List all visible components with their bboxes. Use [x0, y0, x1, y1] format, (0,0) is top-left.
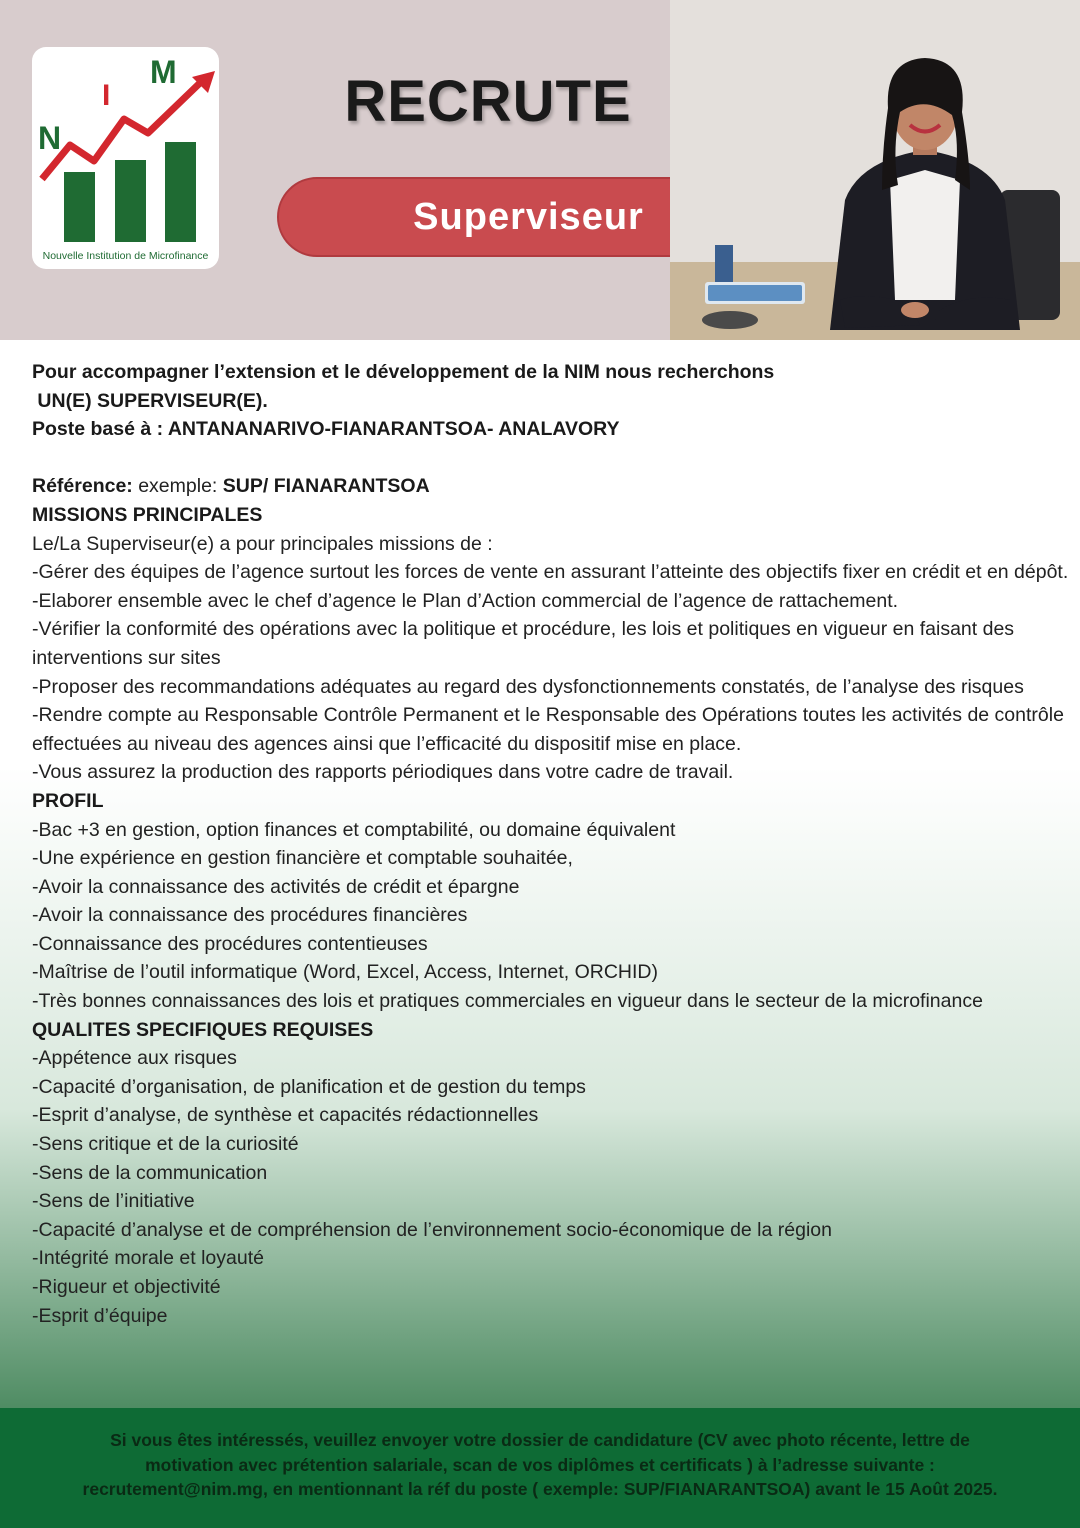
footer-line-1: Si vous êtes intéressés, veuillez envoyer votre dossier de candidature (CV avec photo récente, lettre de: [110, 1430, 970, 1450]
profil-heading: PROFIL: [32, 789, 104, 812]
profil-item: -Avoir la connaissance des activités de crédit et épargne: [32, 875, 520, 898]
qualite-item: -Sens critique et de la curiosité: [32, 1133, 299, 1156]
logo-letter-n: N: [38, 120, 62, 156]
profil-item: -Maîtrise de l’outil informatique (Word, Excel, Access, Internet, ORCHID): [32, 961, 659, 984]
nim-logo: [32, 47, 219, 269]
header-banner: [0, 0, 1080, 340]
qualite-item: -Capacité d’analyse et de compréhension de l’environnement socio-économique de la région: [32, 1218, 832, 1241]
intro-location: Poste basé à : ANTANANARIVO-FIANARANTSOA- ANALAVORY: [32, 418, 620, 441]
qualite-item: -Capacité d’organisation, de planification et de gestion du temps: [32, 1075, 586, 1098]
recruiter-photo: [670, 0, 1080, 340]
application-instructions: [10, 1428, 1070, 1502]
qualites-heading: QUALITES SPECIFIQUES REQUISES: [32, 1018, 374, 1041]
job-description: [0, 340, 1080, 1408]
qualite-item: -Esprit d’analyse, de synthèse et capacités rédactionnelles: [32, 1104, 539, 1127]
reference-line: [32, 472, 1072, 501]
application-footer: [0, 1408, 1080, 1528]
profil-item: -Très bonnes connaissances des lois et pratiques commerciales en vigueur dans le secteur de la microfinance: [32, 990, 983, 1013]
job-description-text: [32, 358, 1072, 1330]
growth-chart-logo-icon: [32, 47, 219, 247]
mission-item: -Rendre compte au Responsable Contrôle Permanent et le Responsable des Opérations toutes les activités de contrôle effectuées au niveau des agences ainsi que l’efficacité du dispositif mise en place.: [32, 704, 1064, 755]
qualite-item: -Rigueur et objectivité: [32, 1276, 221, 1298]
logo-letter-i: I: [102, 79, 111, 112]
qualite-item: -Esprit d’équipe: [32, 1304, 168, 1327]
qualite-item: -Sens de l’initiative: [32, 1190, 195, 1213]
mission-item: -Vérifier la conformité des opérations avec la politique et procédure, les lois et politiques en vigueur en faisant des interventions sur sites: [32, 618, 1015, 669]
reference-example: exemple:: [132, 475, 223, 498]
footer-email-line[interactable]: recrutement@nim.mg, en mentionnant la réf du poste ( exemple: SUP/FIANARANTSOA) avant le 15 Août 2025.: [82, 1479, 998, 1499]
reference-label: Référence:: [32, 475, 133, 498]
logo-tagline: Nouvelle Institution de Microfinance: [42, 250, 209, 262]
mission-item: -Vous assurez la production des rapports périodiques dans votre cadre de travail.: [32, 761, 734, 784]
position-label: Superviseur: [413, 195, 644, 238]
intro-line-2: UN(E) SUPERVISEUR(E).: [32, 389, 268, 412]
logo-letter-m: M: [150, 54, 177, 90]
missions-heading: MISSIONS PRINCIPALES: [32, 503, 263, 526]
qualite-item: -Sens de la communication: [32, 1161, 268, 1184]
qualite-item: -Appétence aux risques: [32, 1047, 237, 1070]
mission-item: -Elaborer ensemble avec le chef d’agence le Plan d’Action commercial de l’agence de rattachement.: [32, 589, 899, 612]
reference-value: SUP/ FIANARANTSOA: [222, 475, 430, 498]
footer-line-2: motivation avec prétention salariale, scan de vos diplômes et certificats ) à l’adresse suivante :: [145, 1454, 935, 1475]
mission-item: -Gérer des équipes de l’agence surtout les forces de vente en assurant l’atteinte des objectifs fixer en crédit et en dépôt.: [32, 561, 1069, 584]
profil-item: -Connaissance des procédures contentieuses: [32, 932, 428, 955]
profil-item: -Bac +3 en gestion, option finances et comptabilité, ou domaine équivalent: [32, 818, 676, 841]
qualite-item: -Intégrité morale et loyauté: [32, 1247, 264, 1270]
intro-line-1: Pour accompagner l’extension et le développement de la NIM nous recherchons: [32, 361, 775, 383]
profil-item: -Une expérience en gestion financière et comptable souhaitée,: [32, 847, 573, 870]
mission-item: -Proposer des recommandations adéquates au regard des dysfonctionnements constatés, de l’analyse des risques: [32, 675, 1024, 698]
woman-at-desk-illustration-icon: [670, 0, 1080, 340]
profil-item: -Avoir la connaissance des procédures financières: [32, 904, 468, 927]
missions-intro: Le/La Superviseur(e) a pour principales missions de :: [32, 532, 493, 555]
page-title: RECRUTE: [344, 69, 632, 134]
spacer: [32, 444, 1072, 473]
